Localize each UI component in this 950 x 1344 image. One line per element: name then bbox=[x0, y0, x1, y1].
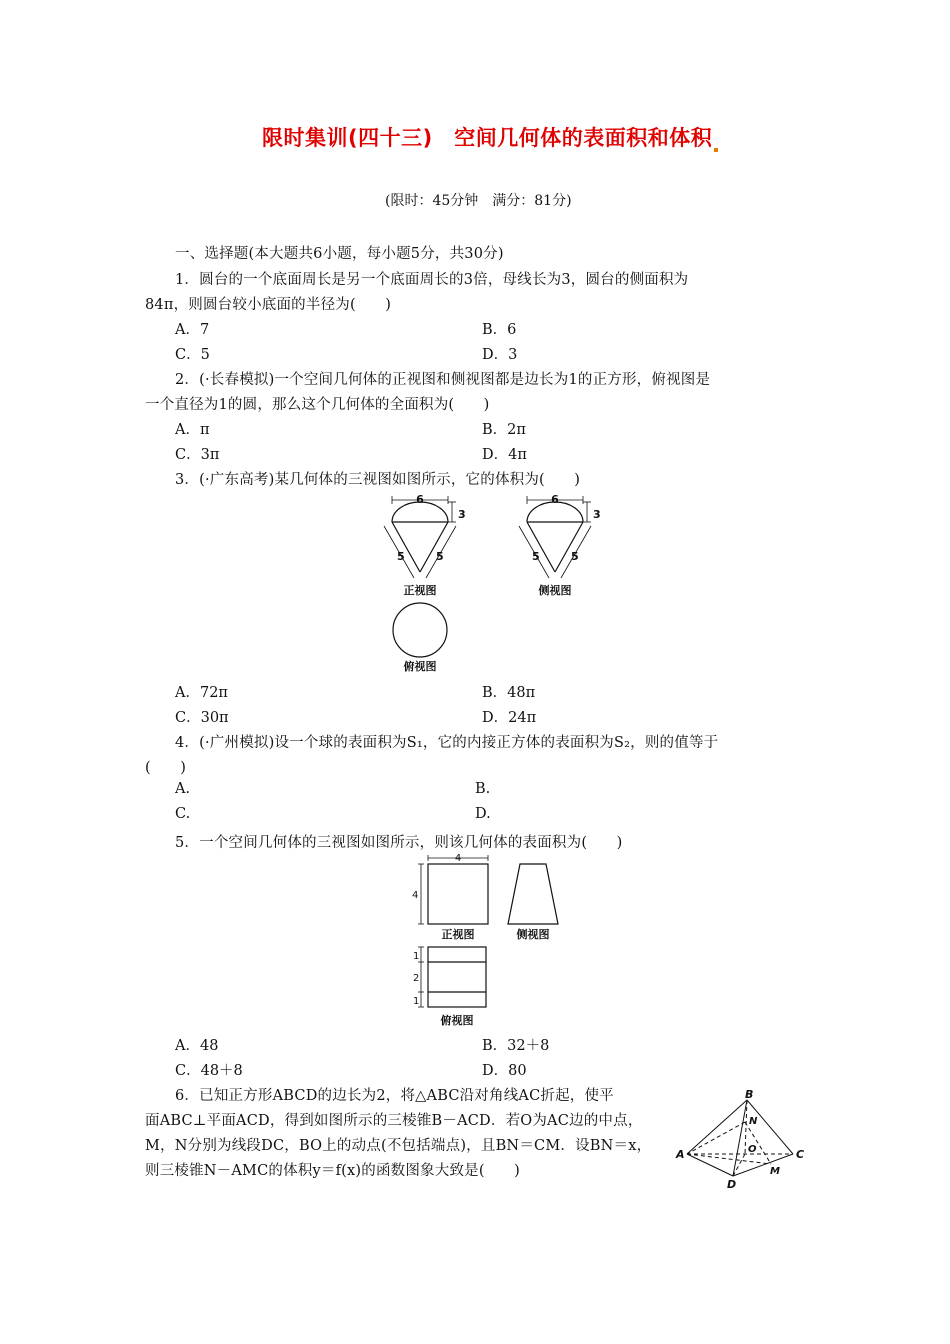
q5-dim-a-label: 1 bbox=[413, 951, 420, 962]
q5-dim-c-label: 1 bbox=[413, 996, 420, 1007]
q3-front-view-label: 正视图 bbox=[403, 584, 437, 597]
q5-side-view-label: 侧视图 bbox=[516, 928, 550, 941]
q4-line2: ( ) bbox=[145, 760, 187, 776]
q4-option-c: C. bbox=[175, 806, 191, 822]
q3-side-height-label: 3 bbox=[593, 508, 601, 521]
q4-option-b: B. bbox=[475, 781, 491, 797]
q5-dim-b-label: 2 bbox=[413, 973, 420, 984]
q3-front-height-label: 3 bbox=[458, 508, 466, 521]
q2-option-b: B．2π bbox=[482, 422, 526, 438]
page-subtitle: (限时：45分钟 满分：81分) bbox=[385, 193, 572, 209]
q3-side-view-label: 侧视图 bbox=[538, 584, 572, 597]
q5-side-trapezoid bbox=[508, 864, 558, 924]
q5-option-a: A．48 bbox=[175, 1038, 219, 1054]
q3-front-width-label: 6 bbox=[416, 493, 424, 506]
q6-label-n: N bbox=[749, 1116, 758, 1127]
q6-line2: 面ABC⊥平面ACD，得到如图所示的三棱锥B－ACD．若O为AC边的中点， bbox=[145, 1113, 643, 1129]
q5-front-view-label: 正视图 bbox=[441, 928, 475, 941]
q3-option-b: B．48π bbox=[482, 685, 536, 701]
q3-option-a: A．72π bbox=[175, 685, 228, 701]
q5-three-view-figure bbox=[408, 852, 568, 1032]
q5-option-b: B．32＋8 bbox=[482, 1038, 550, 1054]
q5-top-rect bbox=[428, 947, 486, 1007]
q6-line1: 6．已知正方形ABCD的边长为2，将△ABC沿对角线AC折起，使平 bbox=[175, 1088, 614, 1104]
q2-option-d: D．4π bbox=[482, 447, 527, 463]
q1-option-c: C．5 bbox=[175, 347, 210, 363]
q2-option-a: A．π bbox=[175, 422, 210, 438]
q3-front-slant-label-left: 5 bbox=[397, 550, 405, 563]
q6-label-b: B bbox=[745, 1088, 754, 1101]
q3-top-view-label: 俯视图 bbox=[403, 660, 437, 673]
q4-line1: 4．(·广州模拟)设一个球的表面积为S₁，它的内接正方体的表面积为S₂，则的值等于 bbox=[175, 735, 719, 751]
q3-line1: 3．(·广东高考)某几何体的三视图如图所示，它的体积为( ) bbox=[175, 472, 581, 488]
q3-front-slant-label-right: 5 bbox=[436, 550, 444, 563]
q3-side-slant-label-right: 5 bbox=[571, 550, 579, 563]
q5-option-c: C．48＋8 bbox=[175, 1063, 243, 1079]
q1-line1: 1．圆台的一个底面周长是另一个底面周长的3倍，母线长为3，圆台的侧面积为 bbox=[175, 272, 689, 288]
q5-line1: 5．一个空间几何体的三视图如图所示，则该几何体的表面积为( ) bbox=[175, 835, 623, 851]
q3-side-slant-label-left: 5 bbox=[532, 550, 540, 563]
q5-option-d: D．80 bbox=[482, 1063, 527, 1079]
q3-front-view-figure bbox=[370, 490, 470, 605]
q5-front-square bbox=[428, 864, 488, 924]
q1-option-b: B．6 bbox=[482, 322, 517, 338]
q5-width-label: 4 bbox=[454, 853, 462, 864]
q6-label-d: D bbox=[727, 1178, 737, 1191]
q4-option-d: D. bbox=[475, 806, 491, 822]
q2-line1: 2．(·长春模拟)一个空间几何体的正视图和侧视图都是边长为1的正方形，俯视图是 bbox=[175, 372, 711, 388]
q2-option-c: C．3π bbox=[175, 447, 220, 463]
q3-top-circle bbox=[393, 603, 447, 657]
q2-line2: 一个直径为1的圆，那么这个几何体的全面积为( ) bbox=[145, 397, 490, 413]
q6-label-a: A bbox=[676, 1148, 685, 1161]
page-title bbox=[262, 122, 718, 152]
q3-top-view-figure bbox=[385, 600, 455, 675]
q6-pyramid-figure bbox=[675, 1088, 815, 1193]
q1-option-a: A．7 bbox=[175, 322, 210, 338]
q6-label-o: O bbox=[748, 1144, 757, 1155]
q6-label-m: M bbox=[770, 1166, 780, 1177]
q6-line4: 则三棱锥N－AMC的体积y＝f(x)的函数图象大致是( ) bbox=[145, 1163, 520, 1179]
q6-label-c: C bbox=[796, 1148, 805, 1161]
q5-top-view-label: 俯视图 bbox=[440, 1014, 474, 1027]
title-dot bbox=[714, 148, 718, 152]
q4-option-a: A. bbox=[175, 781, 191, 797]
section-heading: 一、选择题(本大题共6小题，每小题5分，共30分) bbox=[175, 246, 504, 262]
q1-line2: 84π，则圆台较小底面的半径为( ) bbox=[145, 297, 392, 313]
q3-option-d: D．24π bbox=[482, 710, 537, 726]
page-title-text: 限时集训(四十三) 空间几何体的表面积和体积 bbox=[262, 126, 713, 150]
q6-line3: M，N分别为线段DC，BO上的动点(不包括端点)，且BN＝CM．设BN＝x， bbox=[145, 1138, 652, 1154]
q3-option-c: C．30π bbox=[175, 710, 229, 726]
q3-side-width-label: 6 bbox=[551, 493, 559, 506]
q3-side-view-figure bbox=[505, 490, 605, 605]
q5-height-label: 4 bbox=[412, 890, 419, 901]
q1-option-d: D．3 bbox=[482, 347, 518, 363]
